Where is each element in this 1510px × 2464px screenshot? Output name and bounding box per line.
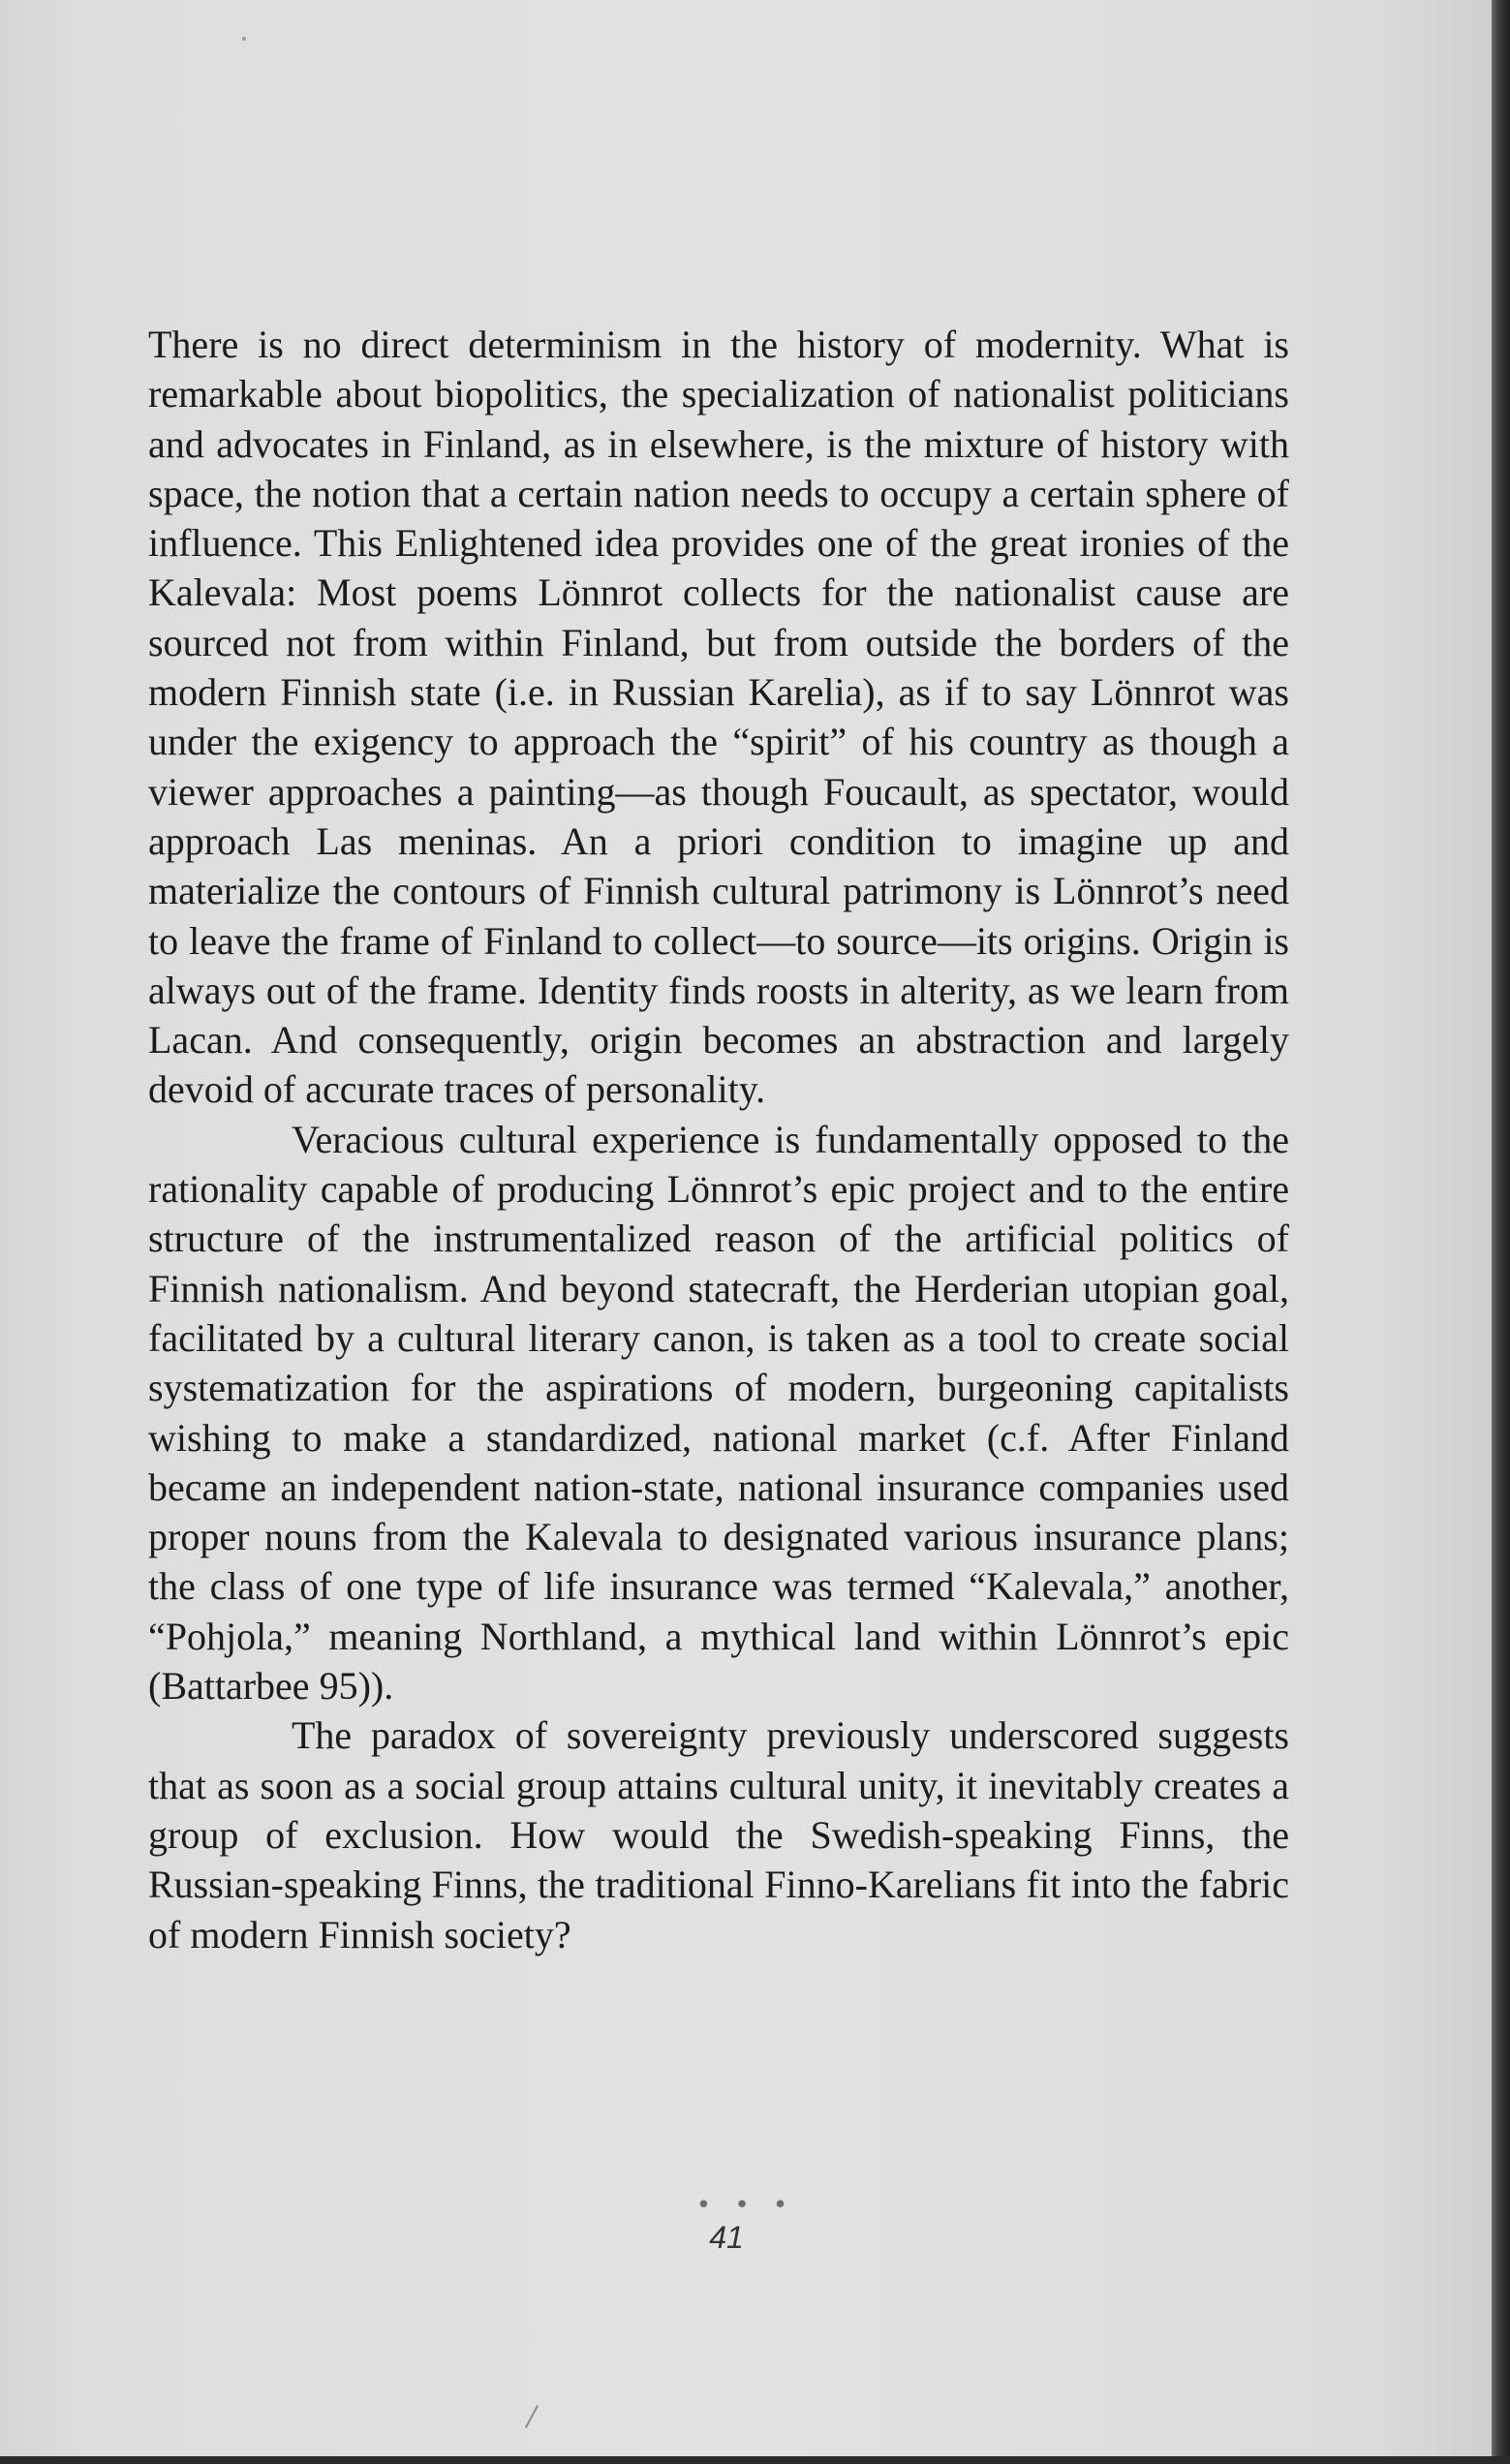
footer-ornament: • • • [695,2191,796,2220]
pencil-mark [525,2405,539,2428]
paragraph-1: There is no direct determinism in the history of modernity. What is remarkable about biopolitics, the specialization of nationalist politicians and advocates in Finland, as in elsewhere, is the mixture of history with space, the notion that a certain nation needs to occupy a certain sphere of influence. This Enlightened idea provides one of the great ironies of the Kalevala: Most poems Lönnrot collects for the nationalist cause are sourced not from within Finland, but from outside the borders of the modern Finnish state (i.e. in Russian Karelia), as if to say Lönnrot was under the exigency to approach the “spirit” of his country as though a viewer approaches a painting—as though Foucault, as spectator, would approach Las meninas. An a priori condition to imagine up and materialize the contours of Finnish cultural patrimony is Lönnrot’s need to leave the frame of Finland to collect—to source—its origins. Origin is always out of the frame. Identity finds roosts in alterity, as we learn from Lacan. And consequently, origin becomes an abstraction and largely devoid of accurate traces of personality. [148,323,1289,1112]
paragraph-2: Veracious cultural experience is fundamentally opposed to the rationality capable of producing Lönnrot’s epic project and to the entire structure of the instrumentalized reason of the artificial politics of Finnish nationalism. And beyond statecraft, the Herderian utopian goal, facilitated by a cultural literary canon, is taken as a tool to create social systematization for the aspirations of modern, burgeoning capitalists wishing to make a standardized, national market (c.f. After Finland became an independent nation-state, national insurance companies used proper nouns from the Kalevala to designated various insurance plans; the class of one type of life insurance was termed “Kalevala,” another, “Pohjola,” meaning Northland, a mythical land within Lönnrot’s epic (Battarbee 95)). [148,1117,1289,1709]
paragraph-3: The paradox of sovereignty previously underscored suggests that as soon as a social group attains cultural unity, it inevitably creates a group of exclusion. How would the Swedish-speaking Finns, the Russian-speaking Finns, the traditional Finno-Karelians fit into the fabric of modern Finnish society? [148,1713,1289,1956]
paper-speck [242,37,246,41]
page-number: 41 [709,2220,744,2255]
scan-edge-right [1492,0,1510,2464]
body-text [148,320,1289,1959]
scan-edge-bottom [0,2456,1510,2464]
